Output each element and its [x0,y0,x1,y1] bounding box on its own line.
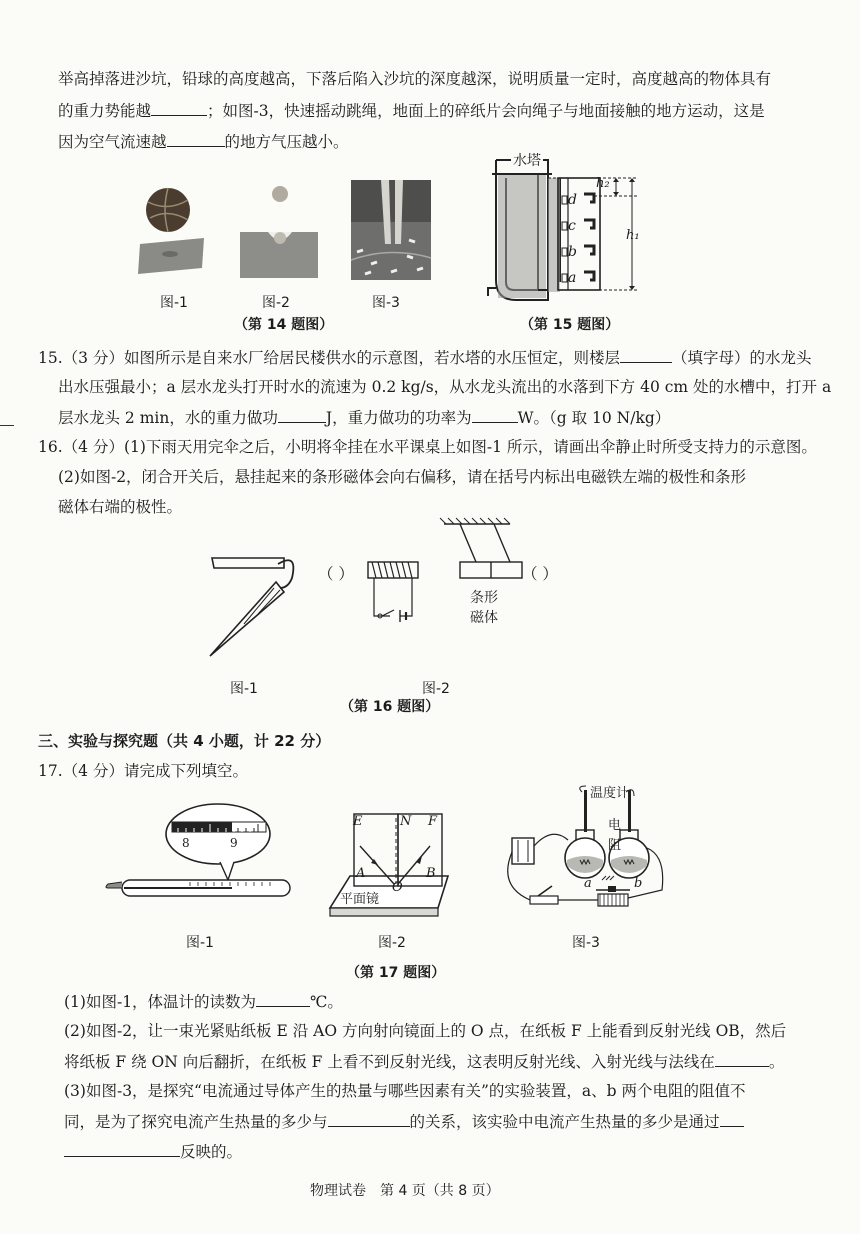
q14-line-3a: 因为空气流速越 [58,133,167,151]
resistor-label-1: 电 [608,818,622,833]
mirror-label-N: N [400,814,412,829]
q16-figure-2 [360,518,530,638]
q15-line-1 [38,344,811,371]
thermometer-label: 温度计 [590,786,630,801]
q17-part-1b: ℃。 [310,993,343,1011]
q15-figure-title: （第 15 题图） [520,317,620,333]
answer-blank[interactable] [720,1108,744,1127]
height-label-h2: h₂ [596,176,610,191]
q15-line-1b: （填字母）的水龙头 [671,349,812,367]
q15-line-3c: W。（g 取 10 N/kg） [517,409,671,427]
answer-blank[interactable] [328,1108,410,1127]
page-footer: 物理试卷 第 4 页（共 8 页） [310,1183,500,1199]
bulb-label-b: b [634,876,643,891]
plane-mirror-label: 平面镜 [340,892,380,907]
q17-part-2-line-2b: 。 [768,1053,785,1071]
answer-blank[interactable] [278,404,326,423]
mirror-label-O: O [392,880,403,895]
q14-line-2a: 的重力势能越 [58,102,152,120]
bar-magnet-label-2: 磁体 [470,610,498,626]
mirror-label-E: E [353,814,363,829]
q17-fig1-caption: 图-1 [186,935,214,951]
floor-label-d: d [568,192,577,208]
q17-part-3-line-2 [64,1108,744,1135]
q17-fig2-caption: 图-2 [378,935,406,951]
q15-line-2: 出水压强最小；a 层水龙头打开时水的流速为 0.2 kg/s，从水龙头流出的水落到下方 40 cm 处的水槽中，打开 a [58,378,832,396]
thermometer-tick-8: 8 [182,836,190,850]
q17-part-3-line-2a: 同，是为了探究电流产生热量的多少与 [64,1113,328,1131]
mirror-label-A: A [356,866,366,881]
floor-label-b: b [568,244,577,260]
q14-line-3 [58,128,349,155]
answer-blank[interactable] [151,97,207,116]
q16-line-2: (2)如图-2，闭合开关后，悬挂起来的条形磁体会向右偏移，请在括号内标出电磁铁左端的极性和条形 [58,468,747,486]
q17-figure-title: （第 17 题图） [346,965,446,981]
thermometer-tick-9: 9 [230,836,238,850]
mirror-label-F: F [428,814,438,829]
q16-line-1: 16.（4 分）(1)下雨天用完伞之后，小明将伞挂在水平课桌上如图-1 所示，请画出伞静止时所受支持力的示意图。 [38,438,817,456]
answer-blank[interactable] [167,128,225,147]
q15-line-3a: 层水龙头 2 min，水的重力做功 [58,409,278,427]
bar-magnet-label-1: 条形 [470,590,498,606]
q17-figure-1 [108,800,304,906]
margin-mark [0,425,14,426]
q17-part-2-line-2a: 将纸板 F 绕 ON 向后翻折，在纸板 F 上看不到反射光线，这表明反射光线、入射光线与法线在 [64,1053,715,1071]
magnet-pole-bracket[interactable]: （ ） [522,565,558,583]
electromagnet-pole-bracket[interactable]: （ ） [318,565,354,583]
water-tower-label: 水塔 [513,153,541,169]
floor-label-c: c [568,218,576,234]
q17-part-3-line-3 [64,1138,242,1165]
q14-line-3b: 的地方气压越小。 [224,133,349,151]
q16-line-3: 磁体右端的极性。 [58,498,183,516]
q15-line-1a: 15.（3 分）如图所示是自来水厂给居民楼供水的示意图，若水塔的水压恒定，则楼层 [38,349,620,367]
q16-fig2-caption: 图-2 [422,681,450,697]
answer-blank[interactable] [715,1048,769,1067]
q17-figure-3 [502,786,670,916]
answer-blank[interactable] [256,988,310,1007]
q14-line-1: 举高掉落进沙坑，铅球的高度越高，下落后陷入沙坑的深度越深，说明质量一定时，高度越高的物体具有 [58,70,772,88]
q14-fig1-caption: 图-1 [160,295,188,311]
answer-blank[interactable] [64,1138,180,1157]
q17-part-3-line-3-text: 反映的。 [180,1143,243,1161]
q14-figure-1 [136,182,212,278]
q14-figure-3 [351,180,431,280]
q15-line-3 [58,404,670,431]
q14-figure-title: （第 14 题图） [234,317,334,333]
bulb-label-a: a [584,876,592,891]
q17-part-3-line-1: (3)如图-3，是探究“电流通过导体产生的热量与哪些因素有关”的实验装置，a、b 两个电阻的阻值不 [64,1082,746,1100]
answer-blank[interactable] [620,344,672,363]
q14-line-2b: ；如图-3，快速摇动跳绳，地面上的碎纸片会向绳子与地面接触的地方运动，这是 [207,102,765,120]
q17-part-2-line-1: (2)如图-2，让一束光紧贴纸板 E 沿 AO 方向射向镜面上的 O 点，在纸板 F 上能看到反射光线 OB，然后 [64,1022,787,1040]
mirror-label-B: B [426,866,436,881]
q17-fig3-caption: 图-3 [572,935,600,951]
q14-fig2-caption: 图-2 [262,295,290,311]
q17-part-2-line-2 [64,1048,784,1075]
answer-blank[interactable] [472,404,518,423]
q15-line-3b: J，重力做功的功率为 [325,409,472,427]
q17-part-3-line-2b: 的关系，该实验中电流产生热量的多少是通过 [409,1113,720,1131]
q17-part-1 [64,988,343,1015]
floor-label-a: a [568,270,577,286]
q16-figure-title: （第 16 题图） [340,699,440,715]
q14-fig3-caption: 图-3 [372,295,400,311]
q14-figure-2 [238,182,320,278]
q16-fig1-caption: 图-1 [230,681,258,697]
section-title: 三、实验与探究题（共 4 小题，计 22 分） [38,732,331,750]
q14-line-2 [58,97,765,124]
resistor-label-2: 阻 [608,838,622,853]
q17-part-1a: (1)如图-1，体温计的读数为 [64,993,257,1011]
height-label-h1: h₁ [626,228,640,243]
q16-figure-1 [206,552,302,662]
q17-intro: 17.（4 分）请完成下列填空。 [38,762,248,780]
